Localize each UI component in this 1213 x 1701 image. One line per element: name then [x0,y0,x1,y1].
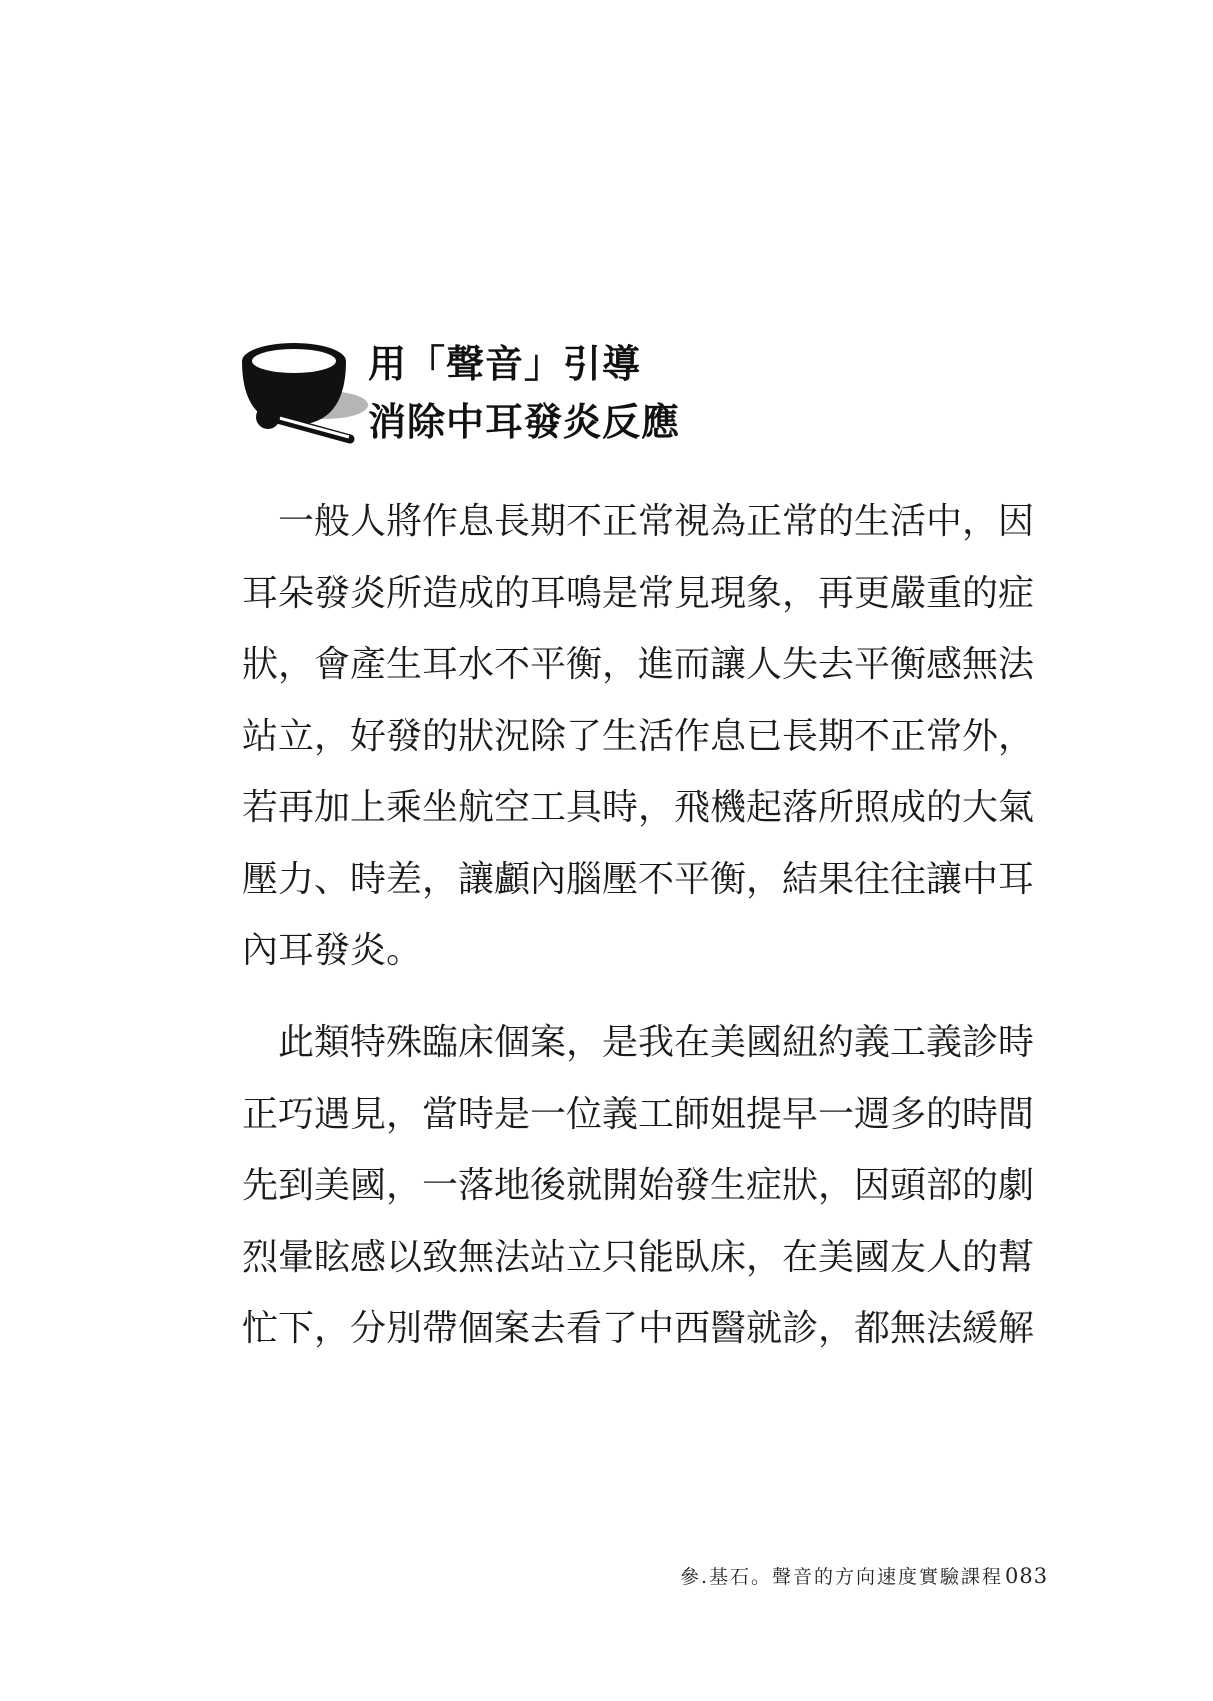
paragraph-line: 一般人將作息長期不正常視為正常的生活中，因 [242,501,1035,542]
singing-bowl-icon [238,335,368,455]
paragraph-line: 先到美國，一落地後就開始發生症狀，因頭部的劇 [242,1165,1035,1206]
paragraph-line: 耳朵發炎所造成的耳鳴是常見現象，再更嚴重的症 [242,572,1035,614]
paragraph-1 [242,486,1042,987]
section-title-line-2: 消除中耳發炎反應 [368,400,681,444]
paragraph-line: 若再加上乘坐航空工具時，飛機起落所照成的大氣 [242,787,1035,828]
paragraph-line: 站立，好發的狀況除了生活作息已長期不正常外， [242,715,1035,757]
paragraph-line: 忙下，分別帶個案去看了中西醫就診，都無法緩解 [242,1308,1035,1349]
paragraph-line: 此類特殊臨床個案，是我在美國紐約義工義診時 [242,1022,1035,1063]
paragraph-line: 壓力、時差，讓顱內腦壓不平衡，結果往往讓中耳 [242,858,1035,900]
running-title: 參.基石。聲音的方向速度實驗課程 [680,1566,1004,1588]
section-heading [238,335,758,455]
section-title [368,335,680,451]
page-footer [680,1562,1049,1589]
page-number: 083 [1005,1564,1049,1588]
paragraph-line: 正巧遇見，當時是一位義工師姐提早一週多的時間 [242,1093,1035,1135]
paragraph-line: 烈暈眩感以致無法站立只能臥床，在美國友人的幫 [242,1236,1035,1278]
paragraph-line: 狀，會產生耳水不平衡，進而讓人失去平衡感無法 [242,644,1035,685]
paragraph-2 [242,1007,1042,1365]
section-title-line-1: 用「聲音」引導 [368,342,642,386]
paragraph-line: 內耳發炎。 [242,930,423,971]
